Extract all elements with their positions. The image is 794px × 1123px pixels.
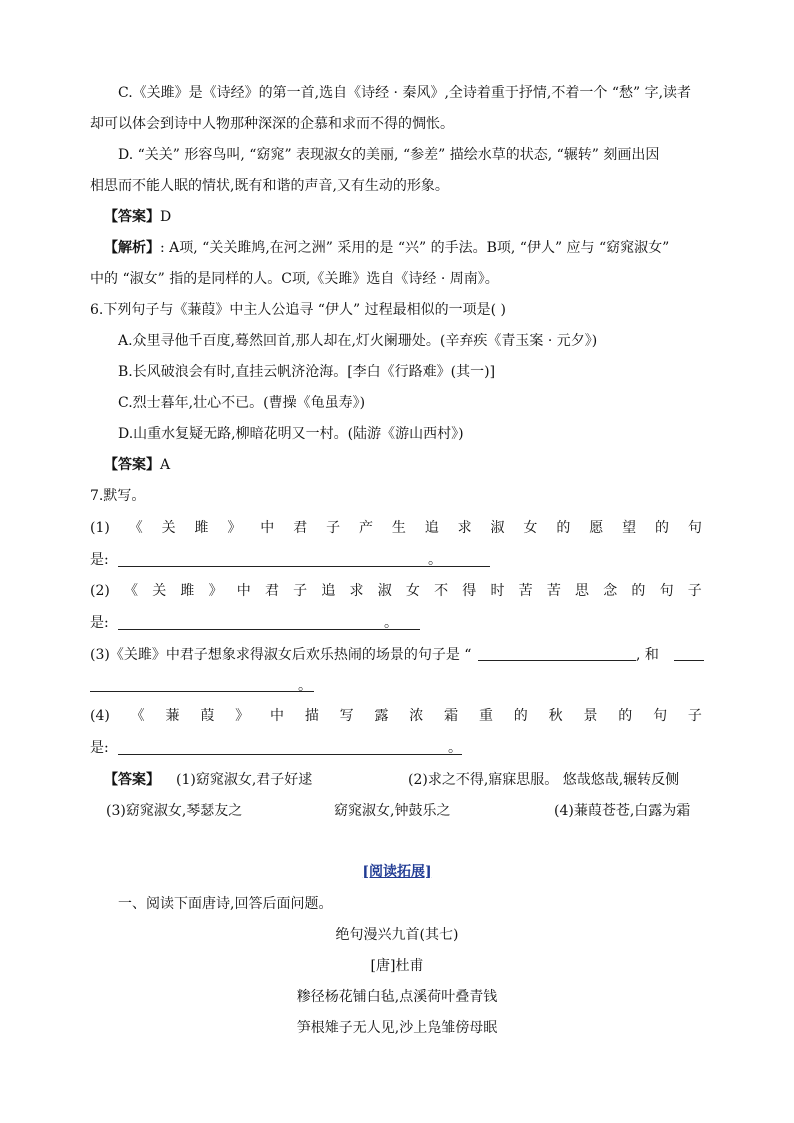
q6-stem: 6.下列句子与《蒹葭》中主人公追寻 “伊人” 过程最相似的一项是( )	[90, 302, 506, 318]
char: 》	[227, 520, 242, 536]
char: 句	[687, 520, 702, 536]
char: 葭	[200, 708, 215, 724]
q7-part3-text: (3)《关雎》中君子想象求得淑女后欢乐热闹的场景的句子是 “	[90, 647, 472, 663]
q6-answer	[104, 455, 170, 475]
char: 苦	[518, 583, 533, 599]
char: 君	[293, 520, 308, 536]
q7-part4-prefix: 是:	[90, 740, 109, 756]
q5-answer	[104, 207, 171, 227]
answer-label: 【答案】	[104, 772, 160, 788]
q7-part4-line	[90, 706, 702, 726]
analysis-label: 【解析】	[104, 240, 160, 256]
char: 子	[293, 583, 308, 599]
q7-answer-2: (2)求之不得,寤寐思服。 悠哉悠哉,辗转反侧	[408, 772, 680, 788]
char: 求	[349, 583, 364, 599]
char: 追	[321, 583, 336, 599]
char: 淑	[377, 583, 392, 599]
char: 的	[631, 583, 646, 599]
q7-answer-3b: 窈窕淑女,钟鼓乐之	[334, 803, 451, 819]
q7-answer-1: (1)窈窕淑女,君子好逑	[176, 772, 313, 788]
answer-blank[interactable]	[478, 660, 636, 661]
q6-option-d: D.山重水复疑无路,柳暗花明又一村。(陆游《游山西村》)	[118, 426, 464, 442]
char: 女	[405, 583, 420, 599]
q7-answer-row1	[104, 770, 160, 790]
answer-label: 【答案】	[104, 457, 160, 473]
char: 霜	[444, 708, 459, 724]
q5-analysis-line2: 中的 “淑女” 指的是同样的人。C项,《关雎》选自《诗经 · 周南》。	[90, 271, 499, 287]
q7-stem: 7.默写。	[90, 488, 146, 504]
answer-value: A	[160, 457, 171, 473]
char: 愿	[589, 520, 604, 536]
section-heading	[0, 862, 794, 882]
char: 重	[478, 708, 493, 724]
option-d-line1: D. “关关” 形容鸟叫, “窈窕” 表现淑女的美丽, “参差” 描绘水草的状态, “辗转” 刻画出因	[118, 147, 660, 163]
option-c-line1: C.《关雎》是《诗经》的第一首,选自《诗经 · 秦风》,全诗着重于抒情,不着一个 “愁” 字,读者	[118, 85, 692, 101]
char: 中	[260, 520, 275, 536]
char: 苦	[546, 583, 561, 599]
char: 望	[622, 520, 637, 536]
char: 的	[556, 520, 571, 536]
q7-part2-prefix: 是:	[90, 615, 109, 631]
q6-option-a: A.众里寻他千百度,蓦然回首,那人却在,灯火阑珊处。(辛弃疾《青玉案 · 元夕》)	[118, 333, 598, 349]
option-c-line2: 却可以体会到诗中人物那种深深的企慕和求而不得的惆怅。	[90, 116, 454, 132]
answer-blank[interactable]	[674, 660, 704, 661]
poem-line-2: 笋根雉子无人见,沙上凫雏傍母眠	[296, 1020, 498, 1036]
char: 中	[236, 583, 251, 599]
char: 蒹	[165, 708, 180, 724]
reading-extension-heading: [阅读拓展]	[362, 864, 432, 880]
q5-analysis-line1	[104, 238, 669, 258]
answer-value: D	[160, 209, 172, 225]
char: 产	[358, 520, 373, 536]
char: 生	[391, 520, 406, 536]
answer-blank[interactable]	[118, 629, 420, 630]
char: 的	[618, 708, 633, 724]
period: 。	[448, 740, 462, 756]
char: 子	[687, 583, 702, 599]
char: 的	[513, 708, 528, 724]
char: (4)	[90, 708, 110, 724]
option-d-line2: 相思而不能人眠的情状,既有和谐的声音,又有生动的形象。	[90, 178, 449, 194]
comma-and: , 和	[636, 647, 659, 663]
answer-blank[interactable]	[90, 691, 314, 692]
poem-title: 绝句漫兴九首(其七)	[335, 927, 459, 943]
char: 《	[128, 520, 143, 536]
char: (1)	[90, 520, 110, 536]
q6-option-c: C.烈士暮年,壮心不已。(曹操《龟虽寿》)	[118, 395, 366, 411]
char: 子	[687, 708, 702, 724]
char: 写	[339, 708, 354, 724]
char: 思	[575, 583, 590, 599]
char: 淑	[490, 520, 505, 536]
char: 追	[424, 520, 439, 536]
analysis-text: : A项, “关关雎鸠,在河之洲” 采用的是 “兴” 的手法。B项, “伊人” 应与 “窈窕淑女”	[160, 240, 670, 256]
q7-part1-line	[90, 518, 702, 538]
char: 关	[161, 520, 176, 536]
q7-answer-4: (4)蒹葭苍苍,白露为霜	[554, 803, 691, 819]
period: 。	[384, 615, 398, 631]
answer-label: 【答案】	[104, 209, 160, 225]
char: 女	[523, 520, 538, 536]
poem-line-1: 糁径杨花铺白毡,点溪荷叶叠青钱	[296, 989, 498, 1005]
char: 君	[264, 583, 279, 599]
answer-blank[interactable]	[118, 754, 462, 755]
char: 雎	[194, 520, 209, 536]
char: 不	[434, 583, 449, 599]
q7-part1-prefix: 是:	[90, 552, 109, 568]
char: 时	[490, 583, 505, 599]
char: 浓	[409, 708, 424, 724]
char: 《	[124, 583, 139, 599]
char: 露	[374, 708, 389, 724]
char: 中	[269, 708, 284, 724]
q6-option-b: B.长风破浪会有时,直挂云帆济沧海。[李白《行路难》(其一)]	[118, 364, 496, 380]
char: 句	[653, 708, 668, 724]
char: 的	[654, 520, 669, 536]
q7-answer-3a: (3)窈窕淑女,琴瑟友之	[106, 803, 243, 819]
char: 求	[457, 520, 472, 536]
period: 。	[428, 552, 442, 568]
char: 描	[304, 708, 319, 724]
char: 雎	[180, 583, 195, 599]
char: 关	[152, 583, 167, 599]
period: 。	[298, 678, 312, 694]
poem-author: [唐]杜甫	[370, 958, 424, 974]
char: 得	[462, 583, 477, 599]
char: 子	[326, 520, 341, 536]
char: 《	[130, 708, 145, 724]
char: 景	[583, 708, 598, 724]
char: 秋	[548, 708, 563, 724]
char: 》	[235, 708, 250, 724]
q7-part2-line	[90, 581, 702, 601]
char: 句	[659, 583, 674, 599]
reading-intro: 一、阅读下面唐诗,回答后面问题。	[118, 896, 333, 912]
char: 》	[208, 583, 223, 599]
char: 念	[603, 583, 618, 599]
char: (2)	[90, 583, 110, 599]
